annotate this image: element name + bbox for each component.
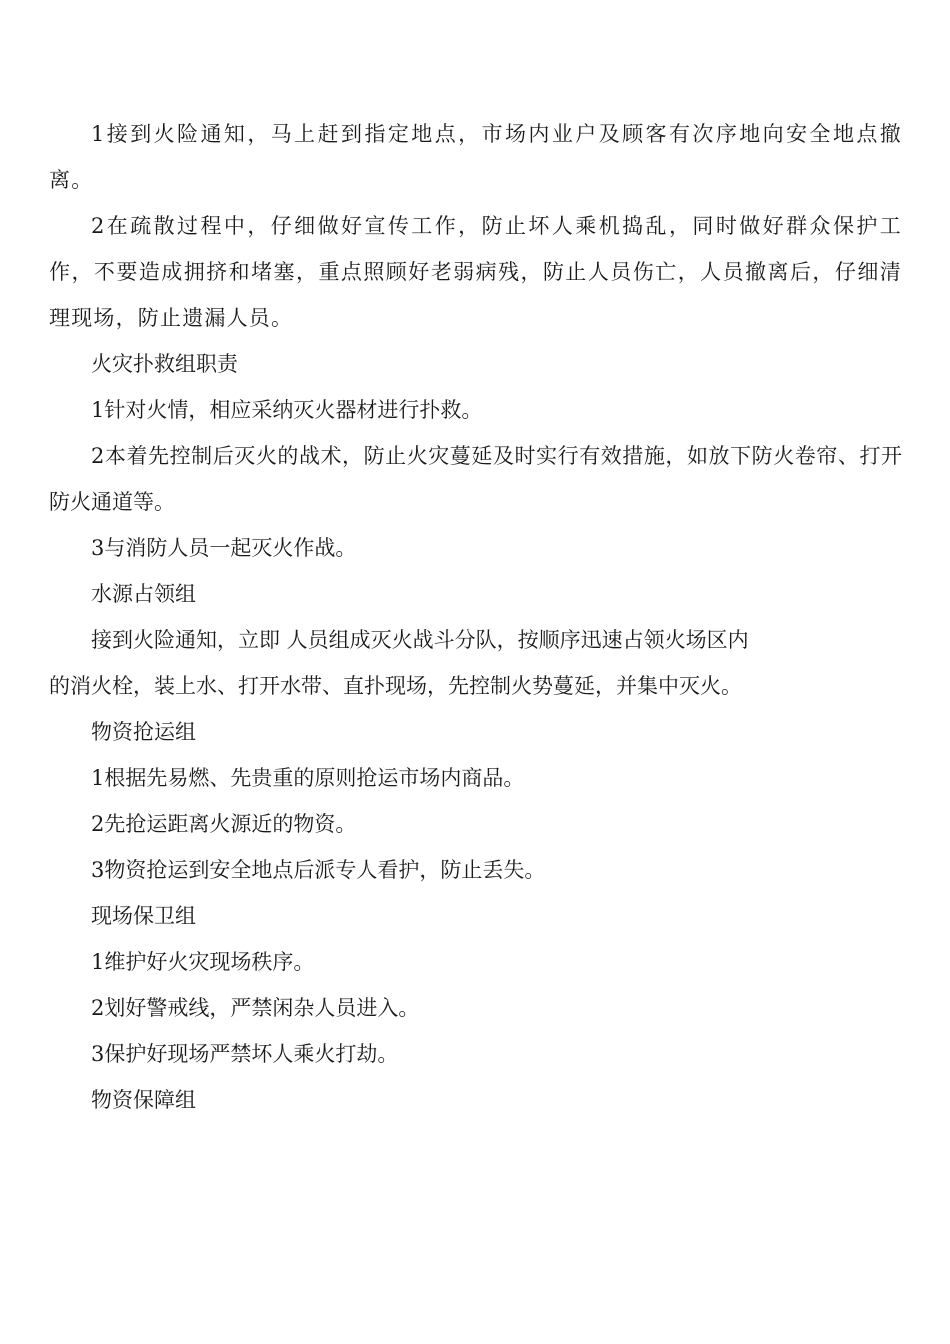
paragraph-evacuation-2: 2在疏散过程中，仔细做好宣传工作，防止坏人乘机捣乱，同时做好群众保护工作，不要造成拥挤和堵塞，重点照顾好老弱病残，防止人员伤亡，人员撤离后，仔细清理现场，防止遗漏人员。 (49, 214, 902, 330)
paragraph-site-security-3: 3保护好现场严禁坏人乘火打劫。 (91, 1042, 399, 1066)
section-heading-material-support: 物资保障组 (91, 1088, 196, 1112)
section-heading-material-transport: 物资抢运组 (91, 720, 196, 744)
paragraph-material-transport-3: 3物资抢运到安全地点后派专人看护，防止丢失。 (91, 858, 546, 882)
paragraph-site-security-2: 2划好警戒线，严禁闲杂人员进入。 (91, 996, 420, 1020)
paragraph-evacuation-1: 1接到火险通知，马上赶到指定地点，市场内业户及顾客有次序地向安全地点撤离。 (49, 122, 902, 192)
paragraph-site-security-1: 1维护好火灾现场秩序。 (91, 950, 315, 974)
paragraph-water-source-line2: 的消火栓，装上水、打开水带、直扑现场，先控制火势蔓延，并集中灭火。 (49, 674, 742, 698)
paragraph-fire-fighting-2: 2本着先控制后灭火的战术，防止火灾蔓延及时实行有效措施，如放下防火卷帘、打开防火通道等。 (49, 444, 902, 514)
paragraph-fire-fighting-1: 1针对火情，相应采纳灭火器材进行扑救。 (91, 398, 483, 422)
document-body (49, 111, 902, 1123)
section-heading-water-source: 水源占领组 (91, 582, 196, 606)
paragraph-fire-fighting-3: 3与消防人员一起灭火作战。 (91, 536, 357, 560)
paragraph-material-transport-1: 1根据先易燃、先贵重的原则抢运市场内商品。 (91, 766, 525, 790)
paragraph-water-source-line1: 接到火险通知，立即 人员组成灭火战斗分队，按顺序迅速占领火场区内 (91, 628, 749, 652)
section-heading-site-security: 现场保卫组 (91, 904, 196, 928)
paragraph-material-transport-2: 2先抢运距离火源近的物资。 (91, 812, 357, 836)
section-heading-fire-fighting: 火灾扑救组职责 (91, 352, 238, 376)
